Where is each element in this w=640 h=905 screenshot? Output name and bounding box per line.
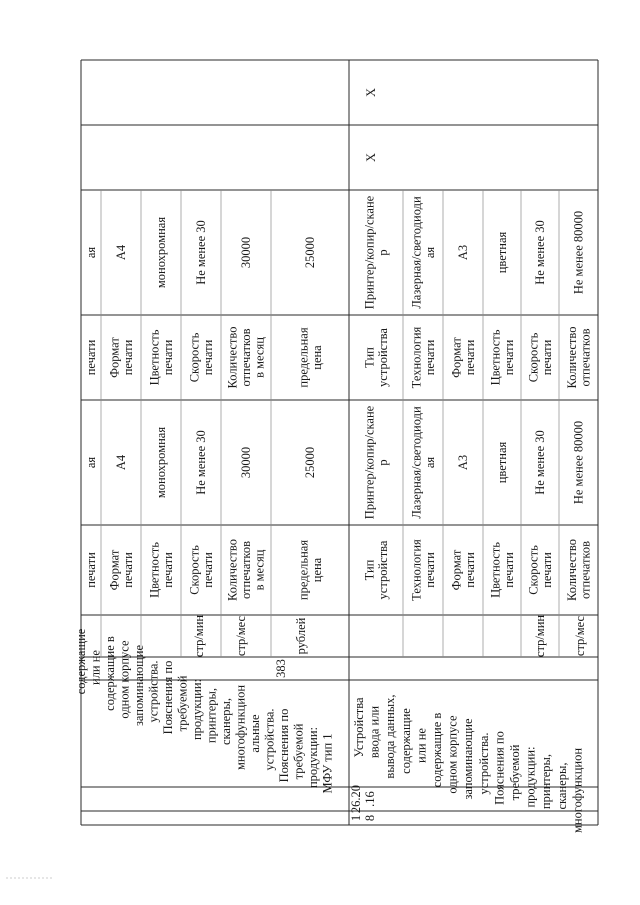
row2-param-name-alt: Технологияпечати: [409, 326, 437, 389]
row2-description-line: Пояснения по: [492, 731, 507, 805]
row1-description-line: или не: [88, 650, 103, 685]
row2-param-value: Лазерная/светодиодиая: [409, 406, 437, 519]
row2-unit: стр/мес: [573, 615, 587, 657]
row1-description-line: запоминающие: [132, 644, 146, 727]
row1-param-name: Цветностьпечати: [147, 542, 175, 598]
row2-mark: Х: [364, 152, 378, 163]
row1-description-line: сканеры,: [219, 698, 233, 745]
row2-param-value-alt: А3: [456, 244, 470, 261]
row1-unit-code: 383: [274, 659, 288, 678]
row2-description-line: продукции:: [523, 746, 538, 808]
row2-param-value-alt: Лазерная/светодиодиая: [409, 196, 437, 309]
row2-param-value-alt: Не менее 30: [533, 220, 547, 285]
row2-okpd-code: 26.20.16: [349, 784, 377, 814]
row1-param-value-alt: 25000: [303, 236, 317, 269]
row1-description-line: альные: [248, 714, 262, 753]
row2-param-name: Скоростьпечати: [526, 545, 554, 595]
row2-description-line: содержащие в: [430, 712, 444, 788]
row1-param-name-alt: предельнаяцена: [296, 327, 324, 388]
row2-description-line: вывода данных,: [383, 694, 398, 779]
row2-param-value: цветная: [495, 441, 509, 484]
row1-param-value: 25000: [303, 446, 317, 479]
row2-description-line: сканеры,: [554, 762, 569, 810]
row1-unit: стр/мес: [234, 615, 248, 657]
row1-param-value-alt: Не менее 30: [194, 220, 208, 285]
row2-mark: Х: [364, 87, 378, 98]
row1-description-line: МФУ тип 1: [320, 733, 335, 794]
row1-param-name: Форматпечати: [107, 549, 135, 591]
row2-description-line: устройства.: [476, 732, 491, 795]
row1-param-value: монохромная: [154, 426, 168, 499]
row1-description-line: устройства.: [262, 708, 277, 771]
row2-param-value-alt: цветная: [495, 231, 509, 274]
row1-description-line: Пояснения по: [277, 708, 291, 783]
row1-description-line: многофункцион: [233, 684, 248, 771]
row1-param-name-alt: Скоростьпечати: [187, 332, 215, 383]
row2-param-name-alt: Количествоотпечатков: [564, 326, 593, 389]
row2-param-name-alt: Типустройства: [362, 328, 390, 387]
row1-description-line: устройства.: [146, 660, 161, 723]
row2-param-value: Принтер/копир/сканер: [362, 405, 390, 520]
row2-param-name: Форматпечати: [449, 549, 477, 591]
row2-param-value-alt: Не менее 80000: [571, 210, 586, 295]
row1-param-name: предельнаяцена: [296, 539, 324, 601]
row2-param-name: Типустройства: [362, 540, 390, 600]
row2-description-line: Устройства: [352, 697, 366, 758]
row1-unit: рублей: [294, 617, 308, 655]
row2-param-value: Не менее 30: [533, 430, 547, 495]
row2-param-name-alt: Цветностьпечати: [488, 329, 516, 386]
row1-description-line: содержащие: [74, 628, 88, 695]
row1-param-value: 30000: [239, 446, 253, 479]
row2-unit: стр/мин: [533, 614, 547, 658]
row1-description-line: продукции:: [190, 678, 204, 741]
row1-param-value-alt: ая: [84, 246, 98, 259]
row2-description-line: содержащие: [398, 708, 413, 774]
row2-param-name: Цветностьпечати: [488, 542, 516, 598]
row1-param-name: Количествоотпечатковв месяц: [225, 539, 267, 601]
row1-param-value-alt: монохромная: [154, 216, 168, 289]
row1-unit: стр/мин: [192, 614, 206, 658]
row2-param-name: Количествоотпечатков: [564, 539, 593, 601]
row1-param-name-alt: Форматпечати: [107, 337, 135, 378]
row1-param-name-alt: Количествоотпечатковв месяц: [225, 326, 267, 389]
row2-param-name: Технологияпечати: [409, 539, 437, 601]
row2-description-line: ввода или: [367, 705, 382, 759]
row2-description-line: запоминающие: [461, 718, 476, 800]
row1-description-line: принтеры,: [204, 687, 219, 744]
row1-description-line: одном корпусе: [117, 640, 132, 719]
row1-param-value: Не менее 30: [194, 430, 208, 495]
row1-description-line: требуемой: [291, 723, 306, 780]
row1-param-value-alt: А4: [114, 244, 128, 261]
row1-param-value: ая: [84, 456, 98, 469]
row2-param-name-alt: Скоростьпечати: [526, 332, 554, 383]
row2-param-value: А3: [456, 454, 470, 471]
row1-param-value: А4: [114, 454, 128, 471]
row2-description-line: требуемой: [508, 744, 522, 801]
row2-description-line: или не: [414, 728, 429, 763]
row2-param-value-alt: Принтер/копир/сканер: [362, 195, 390, 310]
row2-description-line: принтеры,: [539, 753, 554, 810]
row2-number: 18: [349, 814, 377, 822]
row1-param-name: печати: [84, 552, 98, 588]
row1-description-line: Пояснения по: [161, 660, 175, 735]
row1-param-name-alt: Цветностьпечати: [147, 329, 175, 386]
row1-description-line: продукции:: [306, 726, 320, 789]
row2-param-name-alt: Форматпечати: [449, 337, 477, 378]
row1-param-name: Скоростьпечати: [187, 545, 215, 595]
row2-param-value: Не менее 80000: [571, 420, 586, 505]
row2-description-line: многофункцион: [570, 747, 585, 834]
row1-description-line: требуемой: [175, 675, 190, 732]
row2-description-line: одном корпусе: [445, 715, 460, 794]
row1-description-line: содержащие в: [103, 636, 117, 711]
specification-table: [74, 60, 598, 833]
row1-param-value-alt: 30000: [239, 236, 253, 269]
row1-param-name-alt: печати: [84, 339, 98, 376]
